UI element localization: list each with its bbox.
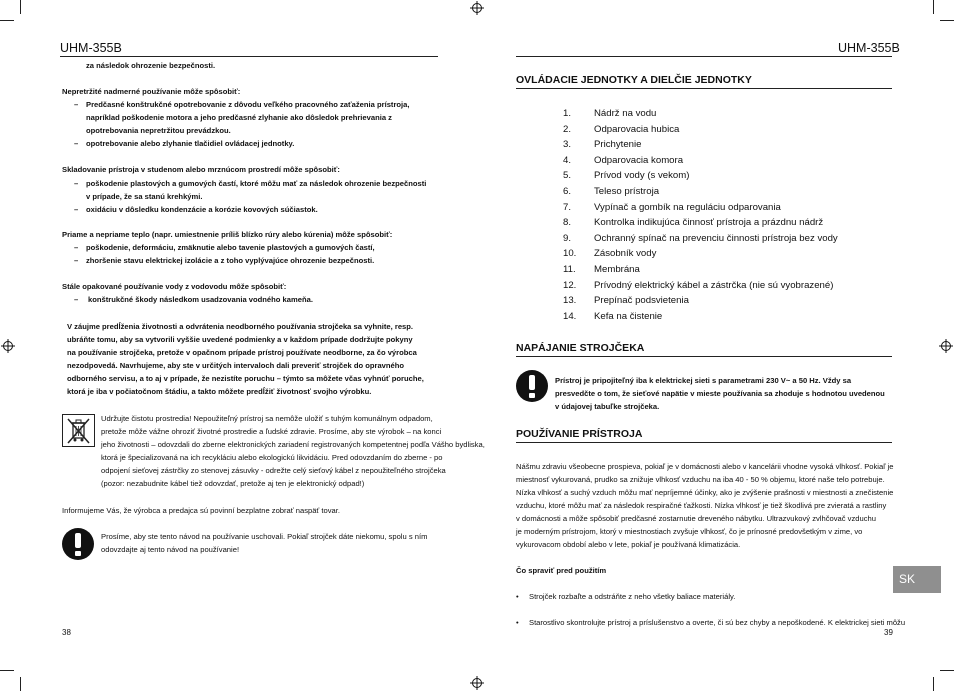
text-line: v domácnosti a môže spôsobiť predčasné zostarnutie dreveného nábytku. Ultrazvukový zvlhčovač vzduchu [516,514,876,523]
registration-mark-icon [1,339,15,353]
warning-exclamation-icon [516,370,548,402]
text-line: odpojení sieťovej zástrčky zo stenovej zásuvky - odrežte celý sieťový kábel z nepoužiteľného strojčeka [101,466,446,475]
section-heading-power: NAPÁJANIE STROJČEKA [516,342,645,354]
part-name: Zásobník vody [594,248,657,260]
text-line: v prípade, že sa stanú krehkými. [86,192,203,201]
text-line: Strojček rozbaľte a odstráňte z neho všetky baliace materiály. [529,592,736,601]
text-line: odborného servisu, a to aj v prípade, že nezistíte poruchu – týmto sa môžete včas vyhnúť poruche, [67,374,424,383]
crop-mark [0,20,14,21]
text-line: Informujeme Vás, že výrobca a predajca sú povinní bezplatne zobrať naspäť tovar. [62,506,340,515]
part-number: 6. [563,186,572,197]
section-heading-controls: OVLÁDACIE JEDNOTKY A DIELČIE JEDNOTKY [516,74,752,86]
text-line: V záujme predĺženia životnosti a odvrátenia neodborného používania strojčeka sa vyhnite, resp. [67,322,414,331]
text-line: – [74,243,79,252]
text-line: (pozor: nezabudnite kábel tiež odovzdať, pretože aj ten je elektronický odpad!) [101,479,365,488]
part-name: Prívodný elektrický kábel a zástrčka (nie sú vyobrazené) [594,279,834,291]
text-line: Skladovanie prístroja v studenom alebo mrznúcom prostredí môže spôsobiť: [62,165,340,174]
part-name: Prívod vody (s vekom) [594,170,690,182]
text-line: – [74,256,79,265]
text-line: ktorá je špecializovaná na ich recykláciu alebo ekologickú likvidáciu. Pred odovzdaním do zberne - po [101,453,443,462]
text-line: Nášmu zdraviu všeobecne prospieva, pokiaľ je v domácnosti alebo v kancelárii vhodne vysoká vlhkosť. Pokiaľ je [516,462,894,471]
text-line: – [74,205,79,214]
text-line: Nepretržité nadmerné používanie môže spôsobiť: [62,87,241,96]
language-tab-label: SK [899,572,916,586]
language-tab [893,566,941,593]
text-line: presvedčte o tom, že sieťové napätie v mieste používania sa zhoduje s hodnotou uvedenou [555,389,885,398]
text-line: Predčasné konštrukčné opotrebovanie z dôvodu veľkého pracovného zaťaženia prístroja, [86,100,410,109]
text-line: konštrukčné škody následkom usadzovania vodného kameňa. [88,295,313,304]
text-line: oxidáciu v dôsledku kondenzácie a korózie kovových súčiastok. [86,205,318,214]
text-line: na používanie strojčeka, pretože v opačnom prípade prístroj používate neodborne, za čo výrobca [67,348,417,357]
part-name: Nádrž na vodu [594,108,657,119]
text-line: napríklad poškodenie motora a jeho predčasné zlyhanie ako dôsledok prehrievania z [86,113,392,122]
section-rule [516,88,892,89]
section-rule [516,442,892,443]
part-number: 10. [563,248,577,260]
left-header-rule [60,56,438,57]
text-line: Prístroj je pripojiteľný iba k elektrickej sieti s parametrami 230 V~ a 50 Hz. Vždy sa [555,376,852,385]
text-line: poškodenie plastových a gumových častí, ktoré môžu mať za následok ohrozenie bezpečnosti [86,179,427,188]
part-name: Odparovacia komora [594,154,684,166]
text-line: Stále opakované používanie vody z vodovodu môže spôsobiť: [62,282,287,291]
part-number: 12. [563,279,577,291]
right-model-header: UHM-355B [838,41,900,55]
part-name: Teleso prístroja [594,186,660,197]
part-name: Prepínač podsvietenia [594,295,689,307]
text-line: • [516,618,519,627]
crop-mark [20,677,21,691]
text-line: odovzdajte aj tento návod na používanie! [101,545,240,554]
text-line: Starostlivo skontrolujte prístroj a príslušenstvo a overte, či sú bez chyby a nepoškodené. K elektrickej sieti môžu [529,618,906,627]
text-line: • [516,592,519,601]
registration-mark-icon [939,339,953,353]
crop-mark [0,670,14,671]
text-line: – [74,179,79,188]
text-line: Nízka vlhkosť a suchý vzduch môžu mať nepríjemné účinky, ako je zvýšenie prašnosti v miestnosti a znečistenie [516,488,894,497]
text-line: vykurovacom období alebo v lete, pokiaľ je používaná klimatizácia. [516,540,741,549]
part-number: 5. [563,170,572,182]
part-number: 13. [563,295,577,307]
part-name: Membrána [594,264,640,275]
crop-mark [933,0,934,14]
section-rule [516,356,892,357]
text-line: poškodenie, deformáciu, zmäknutie alebo tavenie plastových a gumových častí, [86,243,375,252]
part-number: 3. [563,139,572,151]
part-number: 11. [563,264,576,275]
text-line: miestnosť vykurovaná, prudko sa znižuje vlhkosť vzduchu na iba 40 - 50 % objemu, ktoré naše telo potrebuje. [516,475,885,484]
part-number: 1. [563,108,572,119]
text-line: za následok ohrozenie bezpečnosti. [86,61,216,70]
text-line: ubráňte tomu, aby sa vytvorili vyššie uvedené podmienky a v každom prípade dodržujte pokyny [67,335,413,344]
part-number: 2. [563,123,572,135]
registration-mark-icon [470,1,484,15]
text-line: Priame a nepriame teplo (napr. umiestnenie príliš blízko rúry alebo kúrenia) môže spôsobiť: [62,230,393,239]
crop-mark [933,677,934,691]
text-line: – [74,139,79,148]
text-line: je moderným prístrojom, ktorý v miestnostiach zvyšuje vlhkosť, čo je prínosné predovšetkým v zime, vo [516,527,863,536]
crossed-out-bin-icon [62,414,95,447]
text-line: ktorá je iba v počiatočnom štádiu, a takto môžete predĺžiť životnosť svojho výrobku. [67,387,372,396]
text-line: pretože môže vážne ohroziť životné prostredie a ľudské zdravie. Prosíme, aby ste výrobok – na konci [101,427,442,436]
text-line: – [74,100,79,109]
warning-exclamation-icon [62,528,94,560]
text-line: Prosíme, aby ste tento návod na používanie uschovali. Pokiaľ strojček dáte niekomu, spolu s ním [101,532,428,541]
text-line: vzduchu, ktoré môžu mať za následok respiračné ťažkosti. Nízka vlhkosť je tiež škodlivá pre zvieratá a rastliny [516,501,887,510]
part-name: Odparovacia hubica [594,123,680,135]
part-number: 14. [563,310,577,322]
crop-mark [940,20,954,21]
part-name: Kontrolka indikujúca činnosť prístroja a prázdnu nádrž [594,217,824,229]
text-line: – [74,295,79,304]
left-page-number: 38 [62,628,71,637]
part-number: 8. [563,217,572,229]
part-number: 7. [563,201,572,213]
right-page-number: 39 [884,628,893,637]
part-number: 4. [563,154,572,166]
part-number: 9. [563,232,572,244]
text-line: opotrebovanie alebo zlyhanie tlačidiel ovládacej jednotky. [86,139,295,148]
text-line: nezodpovedá. Navrhujeme, aby ste v určitých intervaloch dali preveriť strojček do opravného [67,361,405,370]
part-name: Vypínač a gombík na reguláciu odparovania [594,201,781,213]
part-name: Prichytenie [594,139,642,151]
part-name: Ochranný spínač na prevenciu činnosti prístroja bez vody [594,232,838,244]
right-header-rule [516,56,892,57]
part-name: Kefa na čistenie [594,310,663,322]
crop-mark [20,0,21,14]
text-line: zhoršenie stavu elektrickej izolácie a z toho vyplývajúce ohrozenie bezpečnosti. [86,256,375,265]
section-heading-usage: POUŽÍVANIE PRÍSTROJA [516,428,643,440]
text-line: opotrebovania nepretržitou prevádzkou. [86,126,231,135]
crop-mark [940,670,954,671]
text-line: Čo spraviť pred použitím [516,566,607,575]
text-line: v údajovej tabuľke strojčeka. [555,402,660,411]
left-model-header: UHM-355B [60,41,122,55]
registration-mark-icon [470,676,484,690]
text-line: Udržujte čistotu prostredia! Nepoužiteľný prístroj sa nemôže uložiť s tuhým komunálnym odpadom, [101,414,433,423]
text-line: jeho životnosti – odovzdali do zberne elektronických zariadení registrovaných kompetentnej podľa Vášho bydliska, [101,440,485,449]
